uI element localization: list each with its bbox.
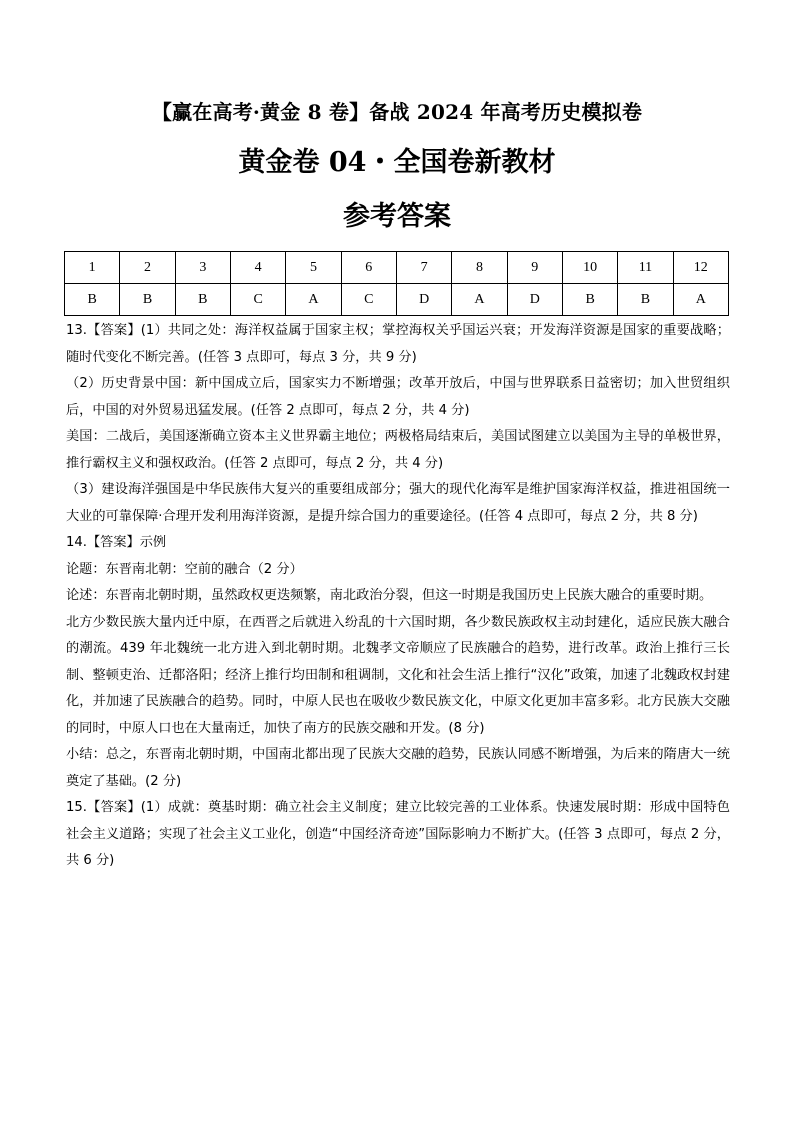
answer-cell: C xyxy=(341,284,396,316)
question-number: 8 xyxy=(452,252,507,284)
answer-cell: B xyxy=(175,284,230,316)
question-number: 10 xyxy=(562,252,617,284)
section-title: 参考答案 xyxy=(343,201,451,232)
series-title: 【赢在高考·黄金 8 卷】备战 2024 年高考历史模拟卷 xyxy=(151,100,643,124)
q14-heading: 14.【答案】示例 xyxy=(66,535,167,550)
q13-part2-china: （2）历史背景中国：新中国成立后，国家实力不断增强；改革开放后，中国与世界联系日益密切；加入世贸组织后，中国的对外贸易迅猛发展。(任答 2 点即可，每点 2 分，共 4 分) xyxy=(66,376,730,418)
q15-part1: 15.【答案】(1）成就：奠基时期：确立社会主义制度；建立比较完善的工业体系。快速发展时期：形成中国特色社会主义道路；实现了社会主义工业化，创造“中国经济奇迹”国际影响力不断扩大。(任答 3 点即可，每点 2 分，共 6 分) xyxy=(66,800,730,868)
q13-part1: 13.【答案】(1）共同之处：海洋权益属于国家主权；掌控海权关乎国运兴衰；开发海洋资源是国家的重要战略；随时代变化不断完善。(任答 3 点即可，每点 3 分，共 9 分) xyxy=(66,323,730,365)
q14-thesis: 论题：东晋南北朝：空前的融合（2 分） xyxy=(66,561,303,577)
answer-cell: B xyxy=(562,284,617,316)
q14-summary: 小结：总之，东晋南北朝时期，中国南北都出现了民族大交融的趋势，民族认同感不断增强，为后来的隋唐大一统奠定了基础。(2 分) xyxy=(66,747,730,789)
question-number: 1 xyxy=(65,252,120,284)
answer-row xyxy=(65,284,729,316)
answer-key-table xyxy=(64,251,729,316)
question-number: 2 xyxy=(120,252,175,284)
question-number: 5 xyxy=(286,252,341,284)
question-number: 4 xyxy=(230,252,285,284)
answer-cell: A xyxy=(286,284,341,316)
question-number: 7 xyxy=(396,252,451,284)
question-number: 11 xyxy=(618,252,673,284)
question-number: 9 xyxy=(507,252,562,284)
question-number: 12 xyxy=(673,252,728,284)
q14-body: 北方少数民族大量内迁中原，在西晋之后就进入纷乱的十六国时期，各少数民族政权主动封建化，适应民族大融合的潮流。439 年北魏统一北方进入到北朝时期。北魏孝文帝顺应了民族融合的趋势，进行改革。政治上推行三长制、整顿吏治、迁都洛阳；经济上推行均田制和租调制，文化和社会生活上推行“汉化”政策，加速了北魏政权封建化，并加速了民族融合的趋势。同时，中原人民也在吸收少数民族文化，中原文化更加丰富多彩。北方民族大交融的同时，中原人口也在大量南迁，加快了南方的民族交融和开发。(8 分) xyxy=(66,614,730,736)
answer-body xyxy=(66,318,730,875)
answer-cell: A xyxy=(452,284,507,316)
q14-argument: 论述：东晋南北朝时期，虽然政权更迭频繁，南北政治分裂，但这一时期是我国历史上民族大融合的重要时期。 xyxy=(66,588,713,603)
q13-part3: （3）建设海洋强国是中华民族伟大复兴的重要组成部分；强大的现代化海军是维护国家海洋权益，推进祖国统一大业的可靠保障·合理开发利用海洋资源，是提升综合国力的重要途径。(任答 4 点即可，每点 2 分，共 8 分) xyxy=(66,482,730,524)
question-number: 3 xyxy=(175,252,230,284)
answer-cell: D xyxy=(507,284,562,316)
answer-cell: C xyxy=(230,284,285,316)
q13-part2-usa: 美国：二战后，美国逐渐确立资本主义世界霸主地位；两极格局结束后，美国试图建立以美国为主导的单极世界，推行霸权主义和强权政治。(任答 2 点即可，每点 2 分，共 4 分) xyxy=(66,429,730,471)
question-number-row xyxy=(65,252,729,284)
answer-cell: A xyxy=(673,284,728,316)
answer-cell: B xyxy=(120,284,175,316)
answer-cell: B xyxy=(65,284,120,316)
paper-title: 黄金卷 04・全国卷新教材 xyxy=(238,147,556,178)
question-number: 6 xyxy=(341,252,396,284)
answer-cell: D xyxy=(396,284,451,316)
answer-cell: B xyxy=(618,284,673,316)
